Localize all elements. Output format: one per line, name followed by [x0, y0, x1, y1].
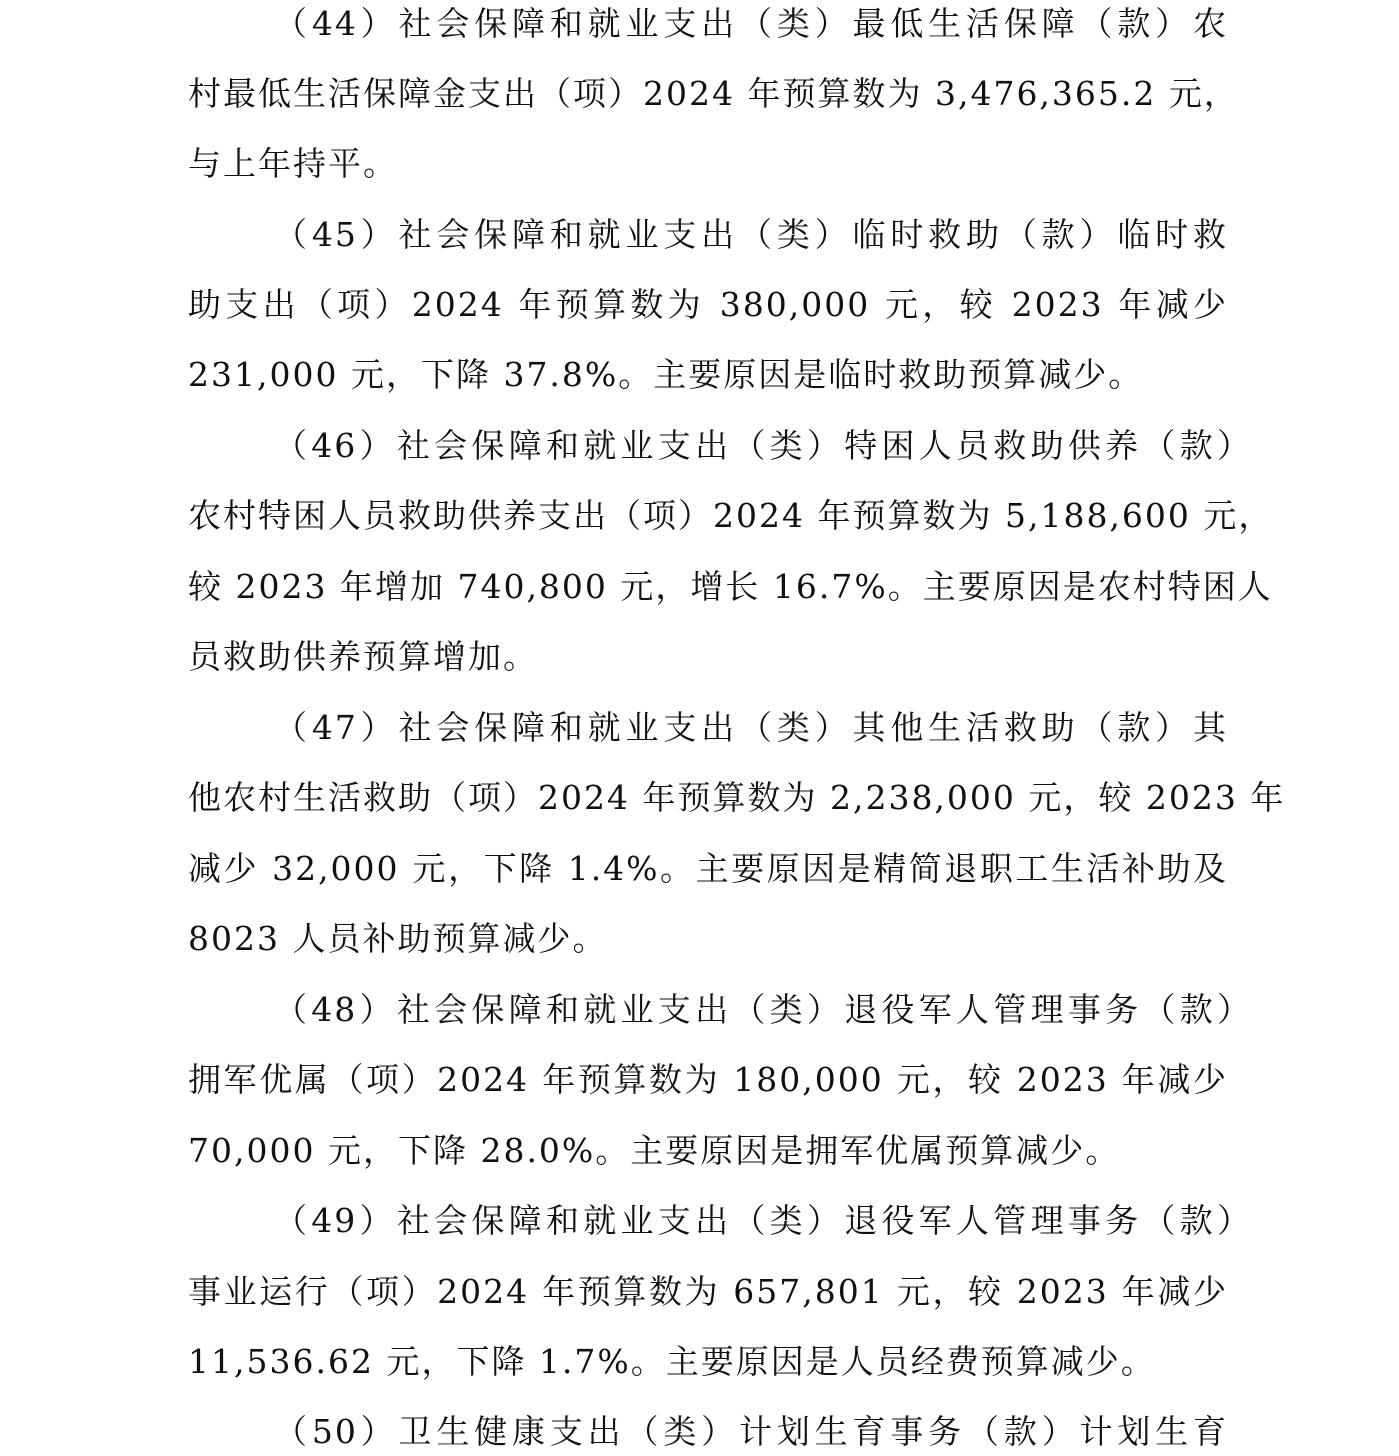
paragraph-47-line-2: 他农村生活救助（项）2024 年预算数为 2,238,000 元，较 2023 年: [188, 778, 1286, 817]
paragraph-48-line-1: （48）社会保障和就业支出（类）退役军人管理事务（款）: [274, 990, 1252, 1029]
paragraph-44-line-2: 村最低生活保障金支出（项）2024 年预算数为 3,476,365.2 元，: [188, 74, 1239, 113]
paragraph-49-line-3: 11,536.62 元，下降 1.7%。主要原因是人员经费预算减少。: [188, 1342, 1156, 1381]
paragraph-46-line-1: （46）社会保障和就业支出（类）特困人员救助供养（款）: [274, 426, 1252, 465]
paragraph-49-line-2: 事业运行（项）2024 年预算数为 657,801 元，较 2023 年减少: [188, 1272, 1228, 1311]
paragraph-47-line-1: （47）社会保障和就业支出（类）其他生活救助（款）其: [274, 708, 1228, 747]
paragraph-46-line-2: 农村特困人员救助供养支出（项）2024 年预算数为 5,188,600 元，: [188, 496, 1274, 535]
paragraph-46-line-4: 员救助供养预算增加。: [188, 637, 538, 676]
paragraph-47-line-3: 减少 32,000 元，下降 1.4%。主要原因是精简退职工生活补助及: [188, 849, 1228, 888]
paragraph-47-line-4: 8023 人员补助预算减少。: [188, 919, 608, 958]
paragraph-45-line-1: （45）社会保障和就业支出（类）临时救助（款）临时救: [274, 215, 1228, 254]
paragraph-44-line-3: 与上年持平。: [188, 144, 398, 183]
paragraph-45-line-3: 231,000 元，下降 37.8%。主要原因是临时救助预算减少。: [188, 355, 1144, 394]
paragraph-44-line-1: （44）社会保障和就业支出（类）最低生活保障（款）农: [274, 4, 1228, 43]
paragraph-50-line-1: （50）卫生健康支出（类）计划生育事务（款）计划生育: [274, 1412, 1228, 1451]
paragraph-49-line-1: （49）社会保障和就业支出（类）退役军人管理事务（款）: [274, 1201, 1252, 1240]
paragraph-46-line-3: 较 2023 年增加 740,800 元，增长 16.7%。主要原因是农村特困人: [188, 567, 1273, 606]
paragraph-45-line-2: 助支出（项）2024 年预算数为 380,000 元，较 2023 年减少: [188, 285, 1228, 324]
paragraph-48-line-3: 70,000 元，下降 28.0%。主要原因是拥军优属预算减少。: [188, 1131, 1121, 1170]
paragraph-48-line-2: 拥军优属（项）2024 年预算数为 180,000 元，较 2023 年减少: [188, 1060, 1228, 1099]
